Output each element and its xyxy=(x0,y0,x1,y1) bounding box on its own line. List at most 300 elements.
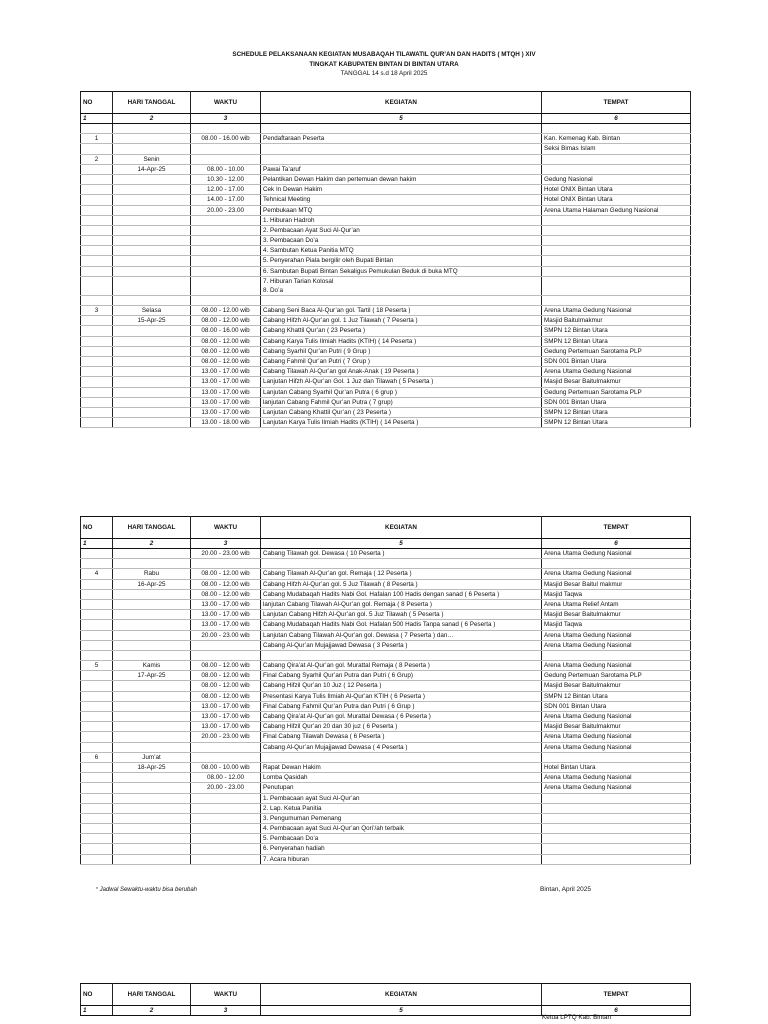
cell-hari-tanggal xyxy=(113,336,191,346)
cell-waktu: 10.30 - 12.00 xyxy=(191,174,261,184)
cell-waktu xyxy=(191,834,261,844)
table-row xyxy=(81,701,691,711)
cell-waktu: 08.00 - 12.00 wib xyxy=(191,691,261,701)
table-row xyxy=(81,640,691,650)
cell-tempat xyxy=(542,266,691,276)
cell-hari-tanggal xyxy=(113,834,191,844)
cell-tempat: Gedung Nasional xyxy=(542,174,691,184)
cell-tempat: Arena Utama Gedung Nasional xyxy=(542,640,691,650)
cell-hari-tanggal xyxy=(113,732,191,742)
cell-kegiatan: Rapat Dewan Hakim xyxy=(261,762,542,772)
cell-waktu: 20.00 - 23.00 xyxy=(191,783,261,793)
cell-hari-tanggal xyxy=(113,346,191,356)
cell-tempat xyxy=(542,276,691,295)
cell-no: 2 xyxy=(81,154,113,164)
cell-waktu: 08.00 - 12.00 wib xyxy=(191,306,261,316)
cell-hari-tanggal xyxy=(113,195,191,205)
cell-no xyxy=(81,549,113,559)
table-row xyxy=(81,295,691,305)
cell-kegiatan: Cabang Tilawah Al-Qur’an gol. Remaja ( 12 Peserta ) xyxy=(261,569,542,579)
table-row xyxy=(81,195,691,205)
table-row xyxy=(81,793,691,803)
cell-tempat: Arena Utama Gedung Nasional xyxy=(542,712,691,722)
cell-waktu: 08.00 - 12.00 wib xyxy=(191,569,261,579)
table-row xyxy=(81,174,691,184)
cell-kegiatan: Pelantikan Dewan Hakim dan pertemuan dewan hakim xyxy=(261,174,542,184)
cell-no xyxy=(81,407,113,417)
cell-tempat: SDN 001 Bintan Utara xyxy=(542,356,691,366)
table-row xyxy=(81,316,691,326)
colnum-no: 1 xyxy=(81,114,113,124)
table-header-row xyxy=(81,984,691,1006)
cell-no xyxy=(81,225,113,235)
cell-waktu xyxy=(191,124,261,134)
table-row xyxy=(81,824,691,834)
table-row xyxy=(81,336,691,346)
cell-kegiatan: Cabang Qira’at Al-Qur’an gol. Murattal Remaja ( 8 Peserta ) xyxy=(261,661,542,671)
cell-kegiatan: 5. Penyerahan Piala bergilir oleh Bupati Bintan xyxy=(261,256,542,266)
note-text: Jadwal Sewaktu-waktu bisa berubah xyxy=(99,887,198,893)
cell-no xyxy=(81,671,113,681)
cell-kegiatan: Cabang Tilawah gol. Dewasa ( 10 Peserta ) xyxy=(261,549,542,559)
cell-no xyxy=(81,185,113,195)
cell-kegiatan: Lanjutan Cabang Khattil Qur’an ( 23 Peserta ) xyxy=(261,407,542,417)
schedule-table-1 xyxy=(80,91,691,428)
cell-tempat: Masjid Besar Baitulmakmur xyxy=(542,377,691,387)
cell-tempat xyxy=(542,854,691,864)
cell-no xyxy=(81,599,113,609)
cell-hari-tanggal xyxy=(113,215,191,225)
column-number-row xyxy=(81,114,691,124)
cell-hari-tanggal xyxy=(113,246,191,256)
header-waktu: WAKTU xyxy=(191,517,261,539)
table-row xyxy=(81,225,691,235)
cell-tempat: Arena Utama Gedung Nasional xyxy=(542,569,691,579)
table-row xyxy=(81,803,691,813)
table-row xyxy=(81,256,691,266)
cell-waktu: 08.00 - 12.00 wib xyxy=(191,336,261,346)
table-row xyxy=(81,397,691,407)
cell-kegiatan xyxy=(261,559,542,569)
cell-no xyxy=(81,236,113,246)
colnum-kegiatan: 5 xyxy=(261,114,542,124)
cell-tempat: Masjid Taqwa xyxy=(542,589,691,599)
cell-kegiatan: Tehnical Meeting xyxy=(261,195,542,205)
cell-no xyxy=(81,824,113,834)
cell-no xyxy=(81,681,113,691)
cell-hari-tanggal xyxy=(113,783,191,793)
cell-hari-tanggal xyxy=(113,326,191,336)
cell-tempat: SMPN 12 Bintan Utara xyxy=(542,691,691,701)
colnum-tempat: 6 xyxy=(542,539,691,549)
colnum-waktu: 3 xyxy=(191,1006,261,1016)
cell-hari-tanggal xyxy=(113,559,191,569)
cell-tempat: Masjid Besar Baitulmakmur xyxy=(542,610,691,620)
cell-waktu xyxy=(191,295,261,305)
cell-hari-tanggal xyxy=(113,712,191,722)
note-asterisk: * xyxy=(96,887,98,893)
cell-tempat xyxy=(542,844,691,854)
cell-kegiatan: Cabang Fahmil Qur’an Putri ( 7 Grup ) xyxy=(261,356,542,366)
cell-kegiatan: Cabang Hifzh Al-Qur’an gol. 5 Juz Tilawah ( 8 Peserta ) xyxy=(261,579,542,589)
cell-kegiatan: Cabang Tilawah Al-Qur’an gol Anak-Anak ( 19 Peserta ) xyxy=(261,367,542,377)
cell-no xyxy=(81,640,113,650)
cell-hari-tanggal xyxy=(113,236,191,246)
cell-hari-tanggal xyxy=(113,640,191,650)
cell-kegiatan: lanjutan Cabang Tilawah Al-Qur’an gol. Remaja ( 8 Peserta ) xyxy=(261,599,542,609)
table-row xyxy=(81,589,691,599)
cell-no xyxy=(81,387,113,397)
cell-no xyxy=(81,336,113,346)
cell-tempat: Gedung Pertemuan Sarotama PLP xyxy=(542,387,691,397)
cell-kegiatan: Final Cabang Tilawah Dewasa ( 6 Peserta ) xyxy=(261,732,542,742)
table-row xyxy=(81,377,691,387)
cell-tempat xyxy=(542,164,691,174)
table-row xyxy=(81,712,691,722)
colnum-hari: 2 xyxy=(113,539,191,549)
table-row xyxy=(81,620,691,630)
table-row xyxy=(81,681,691,691)
cell-waktu: 14.00 - 17.00 xyxy=(191,195,261,205)
cell-kegiatan: Final Cabang Syarhil Qur’an Putra dan Putri ( 6 Grup) xyxy=(261,671,542,681)
cell-kegiatan: lanjutan Cabang Fahmil Qur’an Putra ( 7 grup) xyxy=(261,397,542,407)
cell-no xyxy=(81,144,113,154)
cell-hari-tanggal xyxy=(113,407,191,417)
cell-kegiatan: Lanjutan Hifzh Al-Qur’an Gol. 1 Juz dan Tilawah ( 5 Peserta ) xyxy=(261,377,542,387)
schedule-change-note xyxy=(96,887,197,893)
colnum-tempat: 6 xyxy=(542,1006,691,1016)
colnum-no: 1 xyxy=(81,1006,113,1016)
cell-tempat: Masjid Besar Baitul makmur xyxy=(542,579,691,589)
cell-hari-tanggal xyxy=(113,589,191,599)
cell-tempat: Arena Utama Gedung Nasional xyxy=(542,742,691,752)
cell-no xyxy=(81,630,113,640)
cell-no xyxy=(81,418,113,428)
cell-waktu: 12.00 - 17.00 xyxy=(191,185,261,195)
cell-hari-tanggal xyxy=(113,256,191,266)
colnum-hari: 2 xyxy=(113,1006,191,1016)
cell-kegiatan: 1. Hiburan Hadroh xyxy=(261,215,542,225)
cell-tempat: SMPN 12 Bintan Utara xyxy=(542,407,691,417)
cell-tempat: Seksi Bimas Islam xyxy=(542,144,691,154)
cell-kegiatan: Cabang Syarhil Qur’an Putri ( 9 Grup ) xyxy=(261,346,542,356)
table-row xyxy=(81,752,691,762)
cell-waktu xyxy=(191,752,261,762)
cell-tempat xyxy=(542,295,691,305)
cell-waktu xyxy=(191,742,261,752)
table-row xyxy=(81,164,691,174)
cell-no xyxy=(81,783,113,793)
cell-waktu xyxy=(191,803,261,813)
cell-kegiatan: 3. Pembacaan Do’a xyxy=(261,236,542,246)
table-row xyxy=(81,246,691,256)
cell-hari-tanggal xyxy=(113,691,191,701)
cell-waktu xyxy=(191,215,261,225)
cell-no: 1 xyxy=(81,134,113,144)
cell-no xyxy=(81,691,113,701)
cell-waktu: 08.00 - 12.00 wib xyxy=(191,681,261,691)
table-row xyxy=(81,215,691,225)
table-row xyxy=(81,671,691,681)
cell-kegiatan: Cabang Hifzil Qur’an 10 Juz ( 12 Peserta ) xyxy=(261,681,542,691)
cell-tempat: Masjid Baitulmakmur xyxy=(542,316,691,326)
title-date-range: TANGGAL 14 s.d 18 April 2025 xyxy=(340,70,428,77)
cell-hari-tanggal: 16-Apr-25 xyxy=(113,579,191,589)
table-row xyxy=(81,356,691,366)
cell-waktu xyxy=(191,650,261,660)
cell-hari-tanggal: Selasa xyxy=(113,306,191,316)
cell-waktu: 13.00 - 17.00 wib xyxy=(191,712,261,722)
cell-hari-tanggal: Rabu xyxy=(113,569,191,579)
cell-hari-tanggal xyxy=(113,854,191,864)
cell-kegiatan: 6. Penyerahan hadiah xyxy=(261,844,542,854)
signatory-title: Ketua LPTQ Kab. Bintan xyxy=(542,1014,611,1021)
table-row xyxy=(81,326,691,336)
header-kegiatan: KEGIATAN xyxy=(261,92,542,114)
header-tempat: TEMPAT xyxy=(542,984,691,1006)
cell-waktu: 08.00 - 12.00 wib xyxy=(191,671,261,681)
cell-waktu: 08.00 - 12.00 wib xyxy=(191,356,261,366)
cell-hari-tanggal xyxy=(113,124,191,134)
cell-kegiatan: Cabang Karya Tulis Ilmiah Hadits (KTIH) ( 14 Peserta ) xyxy=(261,336,542,346)
cell-no: 3 xyxy=(81,306,113,316)
cell-hari-tanggal xyxy=(113,356,191,366)
header-hari-tanggal: HARI TANGGAL xyxy=(113,517,191,539)
cell-kegiatan: Lanjutan Karya Tulis Ilmiah Hadits (KTIH) ( 14 Peserta ) xyxy=(261,418,542,428)
table-row xyxy=(81,854,691,864)
cell-no xyxy=(81,854,113,864)
cell-hari-tanggal xyxy=(113,722,191,732)
title-line-2: TINGKAT KABUPATEN BINTAN DI BINTAN UTARA xyxy=(309,60,459,68)
cell-kegiatan: Cabang Khattil Qur’an ( 23 Peserta ) xyxy=(261,326,542,336)
cell-no: 5 xyxy=(81,661,113,671)
cell-hari-tanggal xyxy=(113,144,191,154)
cell-hari-tanggal xyxy=(113,225,191,235)
cell-waktu xyxy=(191,276,261,295)
cell-no xyxy=(81,295,113,305)
cell-waktu: 08.00 - 12.00 wib xyxy=(191,316,261,326)
table-row xyxy=(81,630,691,640)
document-title xyxy=(0,50,768,79)
cell-waktu: 13.00 - 18.00 wib xyxy=(191,418,261,428)
cell-hari-tanggal: 18-Apr-25 xyxy=(113,762,191,772)
cell-hari-tanggal xyxy=(113,620,191,630)
cell-tempat: Masjid Taqwa xyxy=(542,620,691,630)
cell-hari-tanggal xyxy=(113,630,191,640)
cell-no xyxy=(81,397,113,407)
cell-waktu xyxy=(191,256,261,266)
table-row xyxy=(81,185,691,195)
cell-hari-tanggal xyxy=(113,813,191,823)
cell-kegiatan: Pembukaan MTQ xyxy=(261,205,542,215)
cell-kegiatan: 1. Pembacaan ayat Suci Al-Qur’an xyxy=(261,793,542,803)
cell-no xyxy=(81,844,113,854)
cell-kegiatan: 2. Lap. Ketua Panitia xyxy=(261,803,542,813)
cell-no xyxy=(81,356,113,366)
cell-waktu xyxy=(191,559,261,569)
cell-tempat xyxy=(542,824,691,834)
cell-tempat: Arena Utama Gedung Nasional xyxy=(542,630,691,640)
cell-hari-tanggal xyxy=(113,397,191,407)
cell-tempat: Arena Utama Gedung Nasional xyxy=(542,306,691,316)
table-row xyxy=(81,387,691,397)
cell-no xyxy=(81,773,113,783)
cell-hari-tanggal xyxy=(113,803,191,813)
cell-tempat xyxy=(542,225,691,235)
cell-waktu: 08.00 - 12.00 wib xyxy=(191,661,261,671)
cell-hari-tanggal xyxy=(113,701,191,711)
cell-hari-tanggal xyxy=(113,742,191,752)
cell-tempat: Gedung Pertemuan Sarotama PLP xyxy=(542,346,691,356)
header-tempat: TEMPAT xyxy=(542,92,691,114)
cell-hari-tanggal xyxy=(113,610,191,620)
table-row xyxy=(81,559,691,569)
cell-no xyxy=(81,722,113,732)
cell-hari-tanggal xyxy=(113,134,191,144)
cell-kegiatan: Cabang Hifzh Al-Qur’an gol. 1 Juz Tilawah ( 7 Peserta ) xyxy=(261,316,542,326)
cell-tempat: Arena Utama Gedung Nasional xyxy=(542,783,691,793)
cell-tempat xyxy=(542,246,691,256)
cell-no xyxy=(81,650,113,660)
cell-tempat xyxy=(542,752,691,762)
title-line-1: SCHEDULE PELAKSANAAN KEGIATAN MUSABAQAH TILAWATIL QUR’AN DAN HADITS ( MTQH ) XIV xyxy=(232,51,536,58)
header-no: NO xyxy=(81,92,113,114)
table-row xyxy=(81,569,691,579)
cell-tempat: SDN 001 Bintan Utara xyxy=(542,701,691,711)
table-row xyxy=(81,205,691,215)
cell-no xyxy=(81,834,113,844)
cell-kegiatan xyxy=(261,295,542,305)
table-row xyxy=(81,367,691,377)
cell-hari-tanggal xyxy=(113,599,191,609)
cell-waktu: 08.00 - 16.00 wib xyxy=(191,326,261,336)
cell-no xyxy=(81,174,113,184)
cell-tempat: SMPN 12 Bintan Utara xyxy=(542,418,691,428)
cell-hari-tanggal: Senin xyxy=(113,154,191,164)
table-row xyxy=(81,762,691,772)
cell-tempat: Arena Utama Gedung Nasional xyxy=(542,549,691,559)
cell-tempat: SMPN 12 Bintan Utara xyxy=(542,336,691,346)
cell-no xyxy=(81,316,113,326)
cell-hari-tanggal xyxy=(113,681,191,691)
cell-hari-tanggal xyxy=(113,266,191,276)
cell-tempat: Arena Utama Halaman Gedung Nasional xyxy=(542,205,691,215)
cell-hari-tanggal xyxy=(113,387,191,397)
cell-hari-tanggal xyxy=(113,650,191,660)
cell-hari-tanggal xyxy=(113,205,191,215)
cell-waktu xyxy=(191,813,261,823)
cell-kegiatan: Cabang Al-Qur’an Mujajjawad Dewasa ( 3 Peserta ) xyxy=(261,640,542,650)
header-kegiatan: KEGIATAN xyxy=(261,984,542,1006)
cell-waktu: 13.00 - 17.00 wib xyxy=(191,620,261,630)
cell-hari-tanggal xyxy=(113,418,191,428)
table-row xyxy=(81,650,691,660)
cell-no xyxy=(81,589,113,599)
cell-tempat: SMPN 12 Bintan Utara xyxy=(542,326,691,336)
colnum-tempat: 6 xyxy=(542,114,691,124)
header-no: NO xyxy=(81,517,113,539)
cell-no xyxy=(81,367,113,377)
cell-no xyxy=(81,205,113,215)
cell-no xyxy=(81,346,113,356)
cell-waktu xyxy=(191,225,261,235)
cell-no xyxy=(81,701,113,711)
header-hari-tanggal: HARI TANGGAL xyxy=(113,984,191,1006)
cell-no xyxy=(81,377,113,387)
cell-waktu: 20.00 - 23.00 wib xyxy=(191,630,261,640)
cell-kegiatan: Lanjutan Cabang Syarhil Qur’an Putra ( 6 grup ) xyxy=(261,387,542,397)
cell-kegiatan: Cabang Al-Qur’an Mujajjawad Dewasa ( 4 Peserta ) xyxy=(261,742,542,752)
cell-kegiatan xyxy=(261,124,542,134)
cell-waktu: 20.00 - 23.00 wib xyxy=(191,732,261,742)
header-waktu: WAKTU xyxy=(191,92,261,114)
cell-kegiatan xyxy=(261,752,542,762)
cell-tempat xyxy=(542,559,691,569)
table-row xyxy=(81,144,691,154)
table-row xyxy=(81,834,691,844)
table-row xyxy=(81,124,691,134)
cell-hari-tanggal: 14-Apr-25 xyxy=(113,164,191,174)
cell-waktu: 13.00 - 17.00 wib xyxy=(191,407,261,417)
table-row xyxy=(81,661,691,671)
cell-tempat: Arena Utama Gedung Nasional xyxy=(542,732,691,742)
cell-hari-tanggal xyxy=(113,377,191,387)
cell-hari-tanggal xyxy=(113,773,191,783)
colnum-hari: 2 xyxy=(113,114,191,124)
cell-kegiatan: 3. Pengumuman Pemenang xyxy=(261,813,542,823)
cell-tempat: Kan. Kemenag Kab. Bintan xyxy=(542,134,691,144)
schedule-table-3 xyxy=(80,983,691,1016)
table-row xyxy=(81,549,691,559)
table-row xyxy=(81,599,691,609)
cell-no xyxy=(81,326,113,336)
colnum-kegiatan: 5 xyxy=(261,1006,542,1016)
cell-kegiatan: 6. Sambutan Bupati Bintan Sekaligus Pemukulan Beduk di buka MTQ xyxy=(261,266,542,276)
cell-tempat: Gedung Pertemuan Sarotama PLP xyxy=(542,671,691,681)
cell-tempat xyxy=(542,803,691,813)
table-row xyxy=(81,732,691,742)
cell-tempat: Arena Utama Gedung Nasional xyxy=(542,661,691,671)
cell-kegiatan: Lanjutan Cabang Hifzh Al-Qur’an gol. 5 Juz Tilawah ( 5 Peserta ) xyxy=(261,610,542,620)
cell-kegiatan: Lanjutan Cabang Tilawah Al-Qur’an gol. Dewasa ( 7 Peserta ) dan… xyxy=(261,630,542,640)
cell-kegiatan: 7. Acara hiburan xyxy=(261,854,542,864)
cell-no xyxy=(81,793,113,803)
cell-no: 4 xyxy=(81,569,113,579)
cell-waktu: 08.00 - 16.00 wib xyxy=(191,134,261,144)
cell-waktu xyxy=(191,246,261,256)
table-header-row xyxy=(81,92,691,114)
cell-tempat xyxy=(542,834,691,844)
table-row xyxy=(81,276,691,295)
cell-hari-tanggal xyxy=(113,824,191,834)
table-row xyxy=(81,154,691,164)
table-row xyxy=(81,742,691,752)
cell-kegiatan xyxy=(261,650,542,660)
cell-no xyxy=(81,559,113,569)
cell-kegiatan: Cabang Seni Baca Al-Qur’an gol. Tartil ( 18 Peserta ) xyxy=(261,306,542,316)
cell-waktu xyxy=(191,154,261,164)
cell-waktu: 13.00 - 17.00 wib xyxy=(191,610,261,620)
cell-no xyxy=(81,742,113,752)
cell-tempat: Arena Utama Gedung Nasional xyxy=(542,773,691,783)
cell-hari-tanggal xyxy=(113,185,191,195)
cell-tempat: Masjid Besar Baitulmakmur xyxy=(542,681,691,691)
cell-waktu xyxy=(191,236,261,246)
header-hari-tanggal: HARI TANGGAL xyxy=(113,92,191,114)
cell-no xyxy=(81,620,113,630)
cell-tempat xyxy=(542,256,691,266)
cell-waktu: 13.00 - 17.00 wib xyxy=(191,367,261,377)
